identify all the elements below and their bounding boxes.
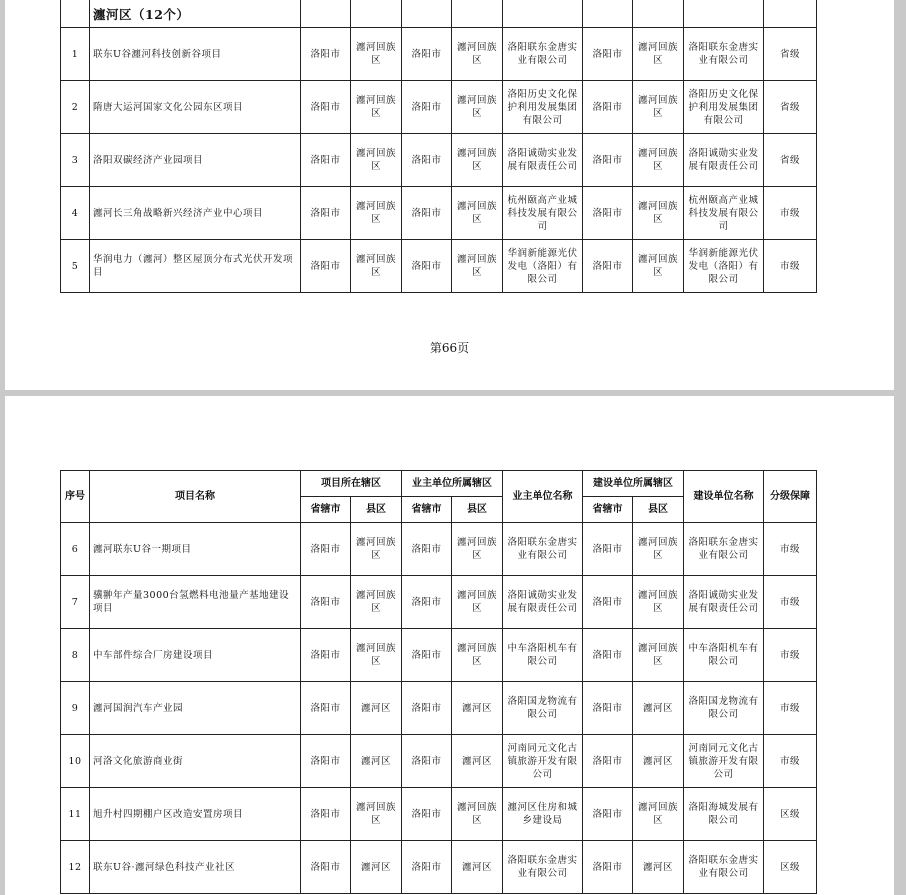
- cell-project-district: 瀍河回族区: [351, 28, 402, 81]
- header-level: 分级保障: [764, 471, 817, 523]
- cell-owner-name: 洛阳国龙物流有限公司: [503, 682, 583, 735]
- cell-builder-city: 洛阳市: [583, 187, 633, 240]
- cell-project-district: 瀍河回族区: [351, 187, 402, 240]
- cell-builder-city: 洛阳市: [583, 682, 633, 735]
- cell-project-name: 旭升村四期棚户区改造安置房项目: [90, 788, 301, 841]
- cell-builder-district: 瀍河回族区: [633, 81, 684, 134]
- cell-project-name: 瀍河国润汽车产业园: [90, 682, 301, 735]
- cell-builder-name: 杭州颐高产业城科技发展有限公司: [684, 187, 764, 240]
- section-row: [61, 0, 817, 28]
- cell-owner-city: 洛阳市: [402, 841, 452, 894]
- cell-owner-district: 瀍河回族区: [452, 187, 503, 240]
- table-row: [61, 28, 817, 81]
- cell-owner-city: 洛阳市: [402, 576, 452, 629]
- cell-owner-district: 瀍河回族区: [452, 81, 503, 134]
- cell-project-city: 洛阳市: [301, 841, 351, 894]
- table-row: [61, 81, 817, 134]
- section-title: 瀍河区（12个）: [90, 0, 301, 28]
- header-district: 县区: [452, 497, 503, 523]
- header-project-location: 项目所在辖区: [301, 471, 402, 497]
- table-row: [61, 735, 817, 788]
- cell-seq: 12: [61, 841, 90, 894]
- page-number: 第66页: [429, 341, 470, 355]
- table-body: [61, 523, 817, 894]
- cell-owner-city: 洛阳市: [402, 735, 452, 788]
- cell-seq: 4: [61, 187, 90, 240]
- cell-builder-name: 洛阳联东金唐实业有限公司: [684, 523, 764, 576]
- cell-level: 省级: [764, 28, 817, 81]
- cell-builder-district: 瀍河回族区: [633, 523, 684, 576]
- header-city: 省辖市: [583, 497, 633, 523]
- cell-owner-city: 洛阳市: [402, 682, 452, 735]
- table-row: [61, 576, 817, 629]
- cell-owner-district: 瀍河回族区: [452, 240, 503, 293]
- cell-project-district: 瀍河回族区: [351, 523, 402, 576]
- cell-project-city: 洛阳市: [301, 682, 351, 735]
- cell-owner-district: 瀍河回族区: [452, 28, 503, 81]
- cell-project-district: 瀍河区: [351, 735, 402, 788]
- cell-project-district: 瀍河回族区: [351, 788, 402, 841]
- cell-project-city: 洛阳市: [301, 240, 351, 293]
- cell-owner-city: 洛阳市: [402, 629, 452, 682]
- cell-project-city: 洛阳市: [301, 28, 351, 81]
- table-row: [61, 629, 817, 682]
- cell-project-name: 洛阳双碳经济产业园项目: [90, 134, 301, 187]
- header-owner-location: 业主单位所属辖区: [402, 471, 503, 497]
- header-owner-name: 业主单位名称: [503, 471, 583, 523]
- cell-level: 省级: [764, 134, 817, 187]
- table-row: [61, 134, 817, 187]
- project-table-page-67: [60, 470, 817, 894]
- cell-project-name: 中车部件综合厂房建设项目: [90, 629, 301, 682]
- header-district: 县区: [633, 497, 684, 523]
- cell-project-district: 瀍河回族区: [351, 240, 402, 293]
- cell-builder-district: 瀍河回族区: [633, 576, 684, 629]
- cell-owner-city: 洛阳市: [402, 788, 452, 841]
- cell-builder-city: 洛阳市: [583, 134, 633, 187]
- cell-project-city: 洛阳市: [301, 788, 351, 841]
- cell-builder-city: 洛阳市: [583, 788, 633, 841]
- cell-owner-district: 瀍河回族区: [452, 134, 503, 187]
- cell-owner-city: 洛阳市: [402, 134, 452, 187]
- cell-builder-city: 洛阳市: [583, 523, 633, 576]
- cell-project-city: 洛阳市: [301, 187, 351, 240]
- table-row: [61, 841, 817, 894]
- document-page-67: [5, 396, 894, 895]
- cell-project-city: 洛阳市: [301, 81, 351, 134]
- cell-project-city: 洛阳市: [301, 735, 351, 788]
- cell-builder-name: 洛阳历史文化保护利用发展集团有限公司: [684, 81, 764, 134]
- cell-owner-name: 洛阳诚勋实业发展有限责任公司: [503, 576, 583, 629]
- cell-builder-district: 瀍河回族区: [633, 134, 684, 187]
- cell-owner-district: 瀍河回族区: [452, 523, 503, 576]
- cell-project-name: 华润电力（瀍河）整区屋顶分布式光伏开发项目: [90, 240, 301, 293]
- header-seq: 序号: [61, 471, 90, 523]
- cell-level: 市级: [764, 576, 817, 629]
- cell-seq: 8: [61, 629, 90, 682]
- table-row: [61, 187, 817, 240]
- cell-builder-city: 洛阳市: [583, 735, 633, 788]
- cell-owner-city: 洛阳市: [402, 187, 452, 240]
- cell-owner-district: 瀍河区: [452, 735, 503, 788]
- cell-project-name: 隋唐大运河国家文化公园东区项目: [90, 81, 301, 134]
- project-table-page-66: [60, 0, 817, 293]
- cell-owner-city: 洛阳市: [402, 28, 452, 81]
- cell-owner-name: 华润新能源光伏发电（洛阳）有限公司: [503, 240, 583, 293]
- cell-project-name: 瀍河联东U谷一期项目: [90, 523, 301, 576]
- cell-level: 区级: [764, 841, 817, 894]
- cell-seq: 10: [61, 735, 90, 788]
- cell-builder-name: 洛阳诚勋实业发展有限责任公司: [684, 576, 764, 629]
- cell-owner-name: 中车洛阳机车有限公司: [503, 629, 583, 682]
- cell-level: 市级: [764, 682, 817, 735]
- cell-builder-name: 中车洛阳机车有限公司: [684, 629, 764, 682]
- cell-project-name: 联东U谷·瀍河绿色科技产业社区: [90, 841, 301, 894]
- cell-project-name: 河洛文化旅游商业街: [90, 735, 301, 788]
- cell-owner-name: 瀍河区住房和城乡建设局: [503, 788, 583, 841]
- cell-seq: 7: [61, 576, 90, 629]
- cell-owner-name: 洛阳联东金唐实业有限公司: [503, 28, 583, 81]
- cell-owner-city: 洛阳市: [402, 240, 452, 293]
- cell-owner-district: 瀍河区: [452, 841, 503, 894]
- cell-project-city: 洛阳市: [301, 134, 351, 187]
- cell-level: 区级: [764, 788, 817, 841]
- cell-owner-district: 瀍河区: [452, 682, 503, 735]
- cell-project-name: 联东U谷瀍河科技创新谷项目: [90, 28, 301, 81]
- cell-project-district: 瀍河回族区: [351, 576, 402, 629]
- cell-owner-city: 洛阳市: [402, 523, 452, 576]
- cell-project-district: 瀍河回族区: [351, 134, 402, 187]
- table-header: [61, 471, 817, 523]
- cell-builder-district: 瀍河区: [633, 841, 684, 894]
- cell-builder-name: 华润新能源光伏发电（洛阳）有限公司: [684, 240, 764, 293]
- cell-project-city: 洛阳市: [301, 523, 351, 576]
- cell-owner-city: 洛阳市: [402, 81, 452, 134]
- cell-level: 市级: [764, 187, 817, 240]
- cell-builder-name: 洛阳联东金唐实业有限公司: [684, 841, 764, 894]
- cell-level: 市级: [764, 629, 817, 682]
- table-row: [61, 523, 817, 576]
- cell-owner-district: 瀍河回族区: [452, 788, 503, 841]
- cell-builder-city: 洛阳市: [583, 81, 633, 134]
- cell-seq: 9: [61, 682, 90, 735]
- cell-builder-city: 洛阳市: [583, 629, 633, 682]
- cell-builder-district: 瀍河区: [633, 682, 684, 735]
- cell-builder-district: 瀍河回族区: [633, 240, 684, 293]
- cell-owner-name: 河南同元文化古镇旅游开发有限公司: [503, 735, 583, 788]
- cell-project-district: 瀍河回族区: [351, 81, 402, 134]
- cell-seq: 1: [61, 28, 90, 81]
- cell-project-district: 瀍河回族区: [351, 629, 402, 682]
- cell-builder-name: 河南同元文化古镇旅游开发有限公司: [684, 735, 764, 788]
- cell-seq: 6: [61, 523, 90, 576]
- cell-builder-city: 洛阳市: [583, 576, 633, 629]
- cell-project-district: 瀍河区: [351, 841, 402, 894]
- table-row: [61, 682, 817, 735]
- cell-project-name: 骥翀年产量3000台氢燃料电池量产基地建设项目: [90, 576, 301, 629]
- cell-project-district: 瀍河区: [351, 682, 402, 735]
- table-row: [61, 240, 817, 293]
- table-row: [61, 788, 817, 841]
- cell-owner-name: 洛阳诚勋实业发展有限责任公司: [503, 134, 583, 187]
- cell-builder-district: 瀍河回族区: [633, 28, 684, 81]
- cell-project-city: 洛阳市: [301, 576, 351, 629]
- cell-owner-name: 洛阳历史文化保护利用发展集团有限公司: [503, 81, 583, 134]
- header-city: 省辖市: [301, 497, 351, 523]
- header-project-name: 项目名称: [90, 471, 301, 523]
- cell-project-city: 洛阳市: [301, 629, 351, 682]
- cell-owner-district: 瀍河回族区: [452, 629, 503, 682]
- cell-level: 省级: [764, 81, 817, 134]
- cell-owner-name: 洛阳联东金唐实业有限公司: [503, 523, 583, 576]
- cell-builder-city: 洛阳市: [583, 841, 633, 894]
- cell-owner-name: 杭州颐高产业城科技发展有限公司: [503, 187, 583, 240]
- cell-builder-district: 瀍河回族区: [633, 187, 684, 240]
- cell-owner-name: 洛阳联东金唐实业有限公司: [503, 841, 583, 894]
- empty-cell: [61, 0, 90, 28]
- cell-seq: 3: [61, 134, 90, 187]
- cell-builder-city: 洛阳市: [583, 240, 633, 293]
- cell-level: 市级: [764, 240, 817, 293]
- header-city: 省辖市: [402, 497, 452, 523]
- cell-seq: 5: [61, 240, 90, 293]
- cell-builder-name: 洛阳海城发展有限公司: [684, 788, 764, 841]
- cell-level: 市级: [764, 523, 817, 576]
- cell-builder-district: 瀍河回族区: [633, 788, 684, 841]
- cell-seq: 11: [61, 788, 90, 841]
- header-builder-location: 建设单位所属辖区: [583, 471, 684, 497]
- cell-builder-name: 洛阳国龙物流有限公司: [684, 682, 764, 735]
- cell-builder-name: 洛阳联东金唐实业有限公司: [684, 28, 764, 81]
- cell-builder-city: 洛阳市: [583, 28, 633, 81]
- cell-seq: 2: [61, 81, 90, 134]
- cell-project-name: 瀍河长三角战略新兴经济产业中心项目: [90, 187, 301, 240]
- cell-builder-district: 瀍河区: [633, 735, 684, 788]
- header-builder-name: 建设单位名称: [684, 471, 764, 523]
- cell-owner-district: 瀍河回族区: [452, 576, 503, 629]
- header-district: 县区: [351, 497, 402, 523]
- cell-level: 市级: [764, 735, 817, 788]
- table-body: [61, 0, 817, 293]
- document-page-66: [5, 0, 894, 390]
- cell-builder-name: 洛阳诚勋实业发展有限责任公司: [684, 134, 764, 187]
- cell-builder-district: 瀍河回族区: [633, 629, 684, 682]
